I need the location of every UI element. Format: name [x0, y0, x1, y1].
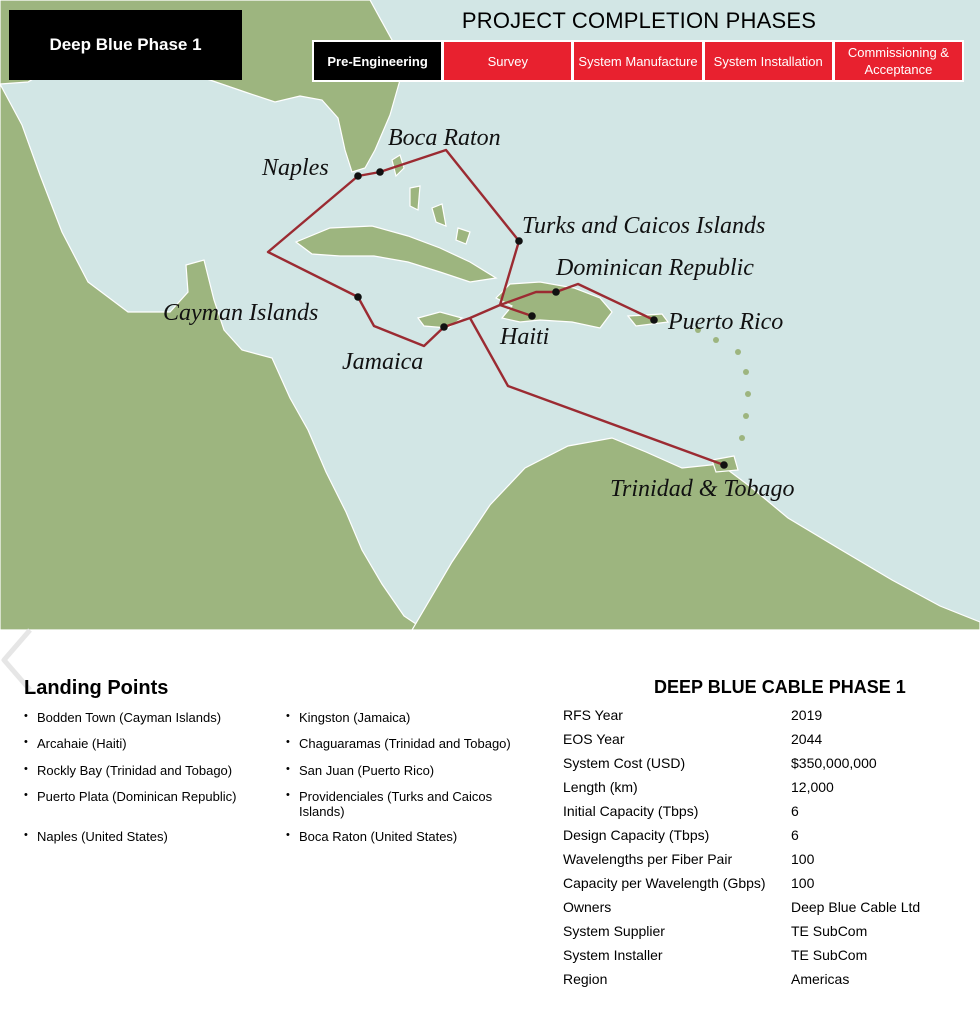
label-puerto-rico: Puerto Rico	[668, 309, 784, 335]
table-row	[563, 874, 963, 898]
list-item: • Bodden Town (Cayman Islands)	[24, 710, 274, 736]
spec-label: Capacity per Wavelength (Gbps)	[563, 875, 766, 891]
spec-value: 2019	[791, 707, 823, 723]
phase-pre-engineering: Pre-Engineering	[314, 42, 441, 80]
spec-label: RFS Year	[563, 707, 623, 723]
list-item: • Naples (United States)	[24, 829, 274, 849]
table-row	[563, 970, 963, 994]
spec-label: Length (km)	[563, 779, 638, 795]
label-turks-caicos: Turks and Caicos Islands	[522, 213, 766, 239]
list-item: • San Juan (Puerto Rico)	[286, 763, 518, 789]
island	[743, 369, 749, 375]
table-row	[563, 826, 963, 850]
spec-value: 100	[791, 875, 815, 891]
landing-points-list-right	[286, 710, 518, 849]
landing-points-list-left	[24, 710, 274, 849]
spec-label: System Supplier	[563, 923, 665, 939]
list-item: • Providenciales (Turks and Caicos Islands)	[286, 789, 518, 829]
landing-marker-trinidad	[720, 461, 728, 469]
spec-value: 6	[791, 803, 799, 819]
spec-value: 2044	[791, 731, 823, 747]
phase-commissioning: Commissioning & Acceptance	[835, 42, 962, 80]
spec-value: $350,000,000	[791, 755, 877, 771]
phase-badge: Deep Blue Phase 1	[9, 10, 242, 80]
phase-system-installation: System Installation	[705, 42, 832, 80]
table-row	[563, 850, 963, 874]
list-item: • Rockly Bay (Trinidad and Tobago)	[24, 763, 274, 789]
spec-value: 100	[791, 851, 815, 867]
spec-label: Region	[563, 971, 608, 987]
landing-marker-cayman	[354, 293, 362, 301]
spec-value: 6	[791, 827, 799, 843]
phases-title: PROJECT COMPLETION PHASES	[461, 8, 817, 33]
list-item: • Kingston (Jamaica)	[286, 710, 518, 736]
table-row	[563, 922, 963, 946]
landing-points-title: Landing Points	[24, 677, 169, 699]
landing-marker-dominican-republic	[552, 288, 560, 296]
label-dominican-republic: Dominican Republic	[556, 255, 754, 281]
island	[745, 391, 751, 397]
spec-label: EOS Year	[563, 731, 625, 747]
spec-label: Design Capacity (Tbps)	[563, 827, 710, 843]
label-haiti: Haiti	[500, 324, 550, 350]
spec-value: Deep Blue Cable Ltd	[791, 899, 921, 915]
label-jamaica: Jamaica	[342, 349, 424, 375]
spec-label: Initial Capacity (Tbps)	[563, 803, 699, 819]
table-row	[563, 946, 963, 970]
table-row	[563, 898, 963, 922]
spec-label: Owners	[563, 899, 612, 915]
list-item: • Puerto Plata (Dominican Republic)	[24, 789, 274, 829]
island	[743, 413, 749, 419]
phase-survey: Survey	[444, 42, 571, 80]
list-item: • Arcahaie (Haiti)	[24, 736, 274, 763]
table-row	[563, 706, 963, 730]
label-boca-raton: Boca Raton	[388, 125, 501, 151]
spec-label: System Installer	[563, 947, 663, 963]
specs-title: DEEP BLUE CABLE PHASE 1	[654, 677, 906, 697]
spec-label: Wavelengths per Fiber Pair	[563, 851, 733, 867]
landing-marker-jamaica	[440, 323, 448, 331]
phase-tracker	[312, 40, 964, 82]
landing-marker-haiti	[528, 312, 536, 320]
list-item: • Boca Raton (United States)	[286, 829, 518, 849]
label-cayman: Cayman Islands	[163, 300, 319, 326]
island	[735, 349, 741, 355]
landing-marker-naples	[354, 172, 362, 180]
spec-value: 12,000	[791, 779, 834, 795]
spec-value: Americas	[791, 971, 850, 987]
landing-marker-boca-raton	[376, 168, 384, 176]
label-trinidad: Trinidad & Tobago	[610, 476, 795, 502]
table-row	[563, 754, 963, 778]
table-row	[563, 730, 963, 754]
spec-value: TE SubCom	[791, 947, 868, 963]
spec-label: System Cost (USD)	[563, 755, 686, 771]
landing-marker-puerto-rico	[650, 316, 658, 324]
land-bahamas-2	[410, 186, 420, 210]
spec-value: TE SubCom	[791, 923, 868, 939]
table-row	[563, 778, 963, 802]
phase-system-manufacture: System Manufacture	[574, 42, 701, 80]
specs-table	[563, 706, 963, 994]
table-row	[563, 802, 963, 826]
island	[739, 435, 745, 441]
list-item: • Chaguaramas (Trinidad and Tobago)	[286, 736, 518, 763]
label-naples: Naples	[262, 155, 329, 181]
island	[713, 337, 719, 343]
